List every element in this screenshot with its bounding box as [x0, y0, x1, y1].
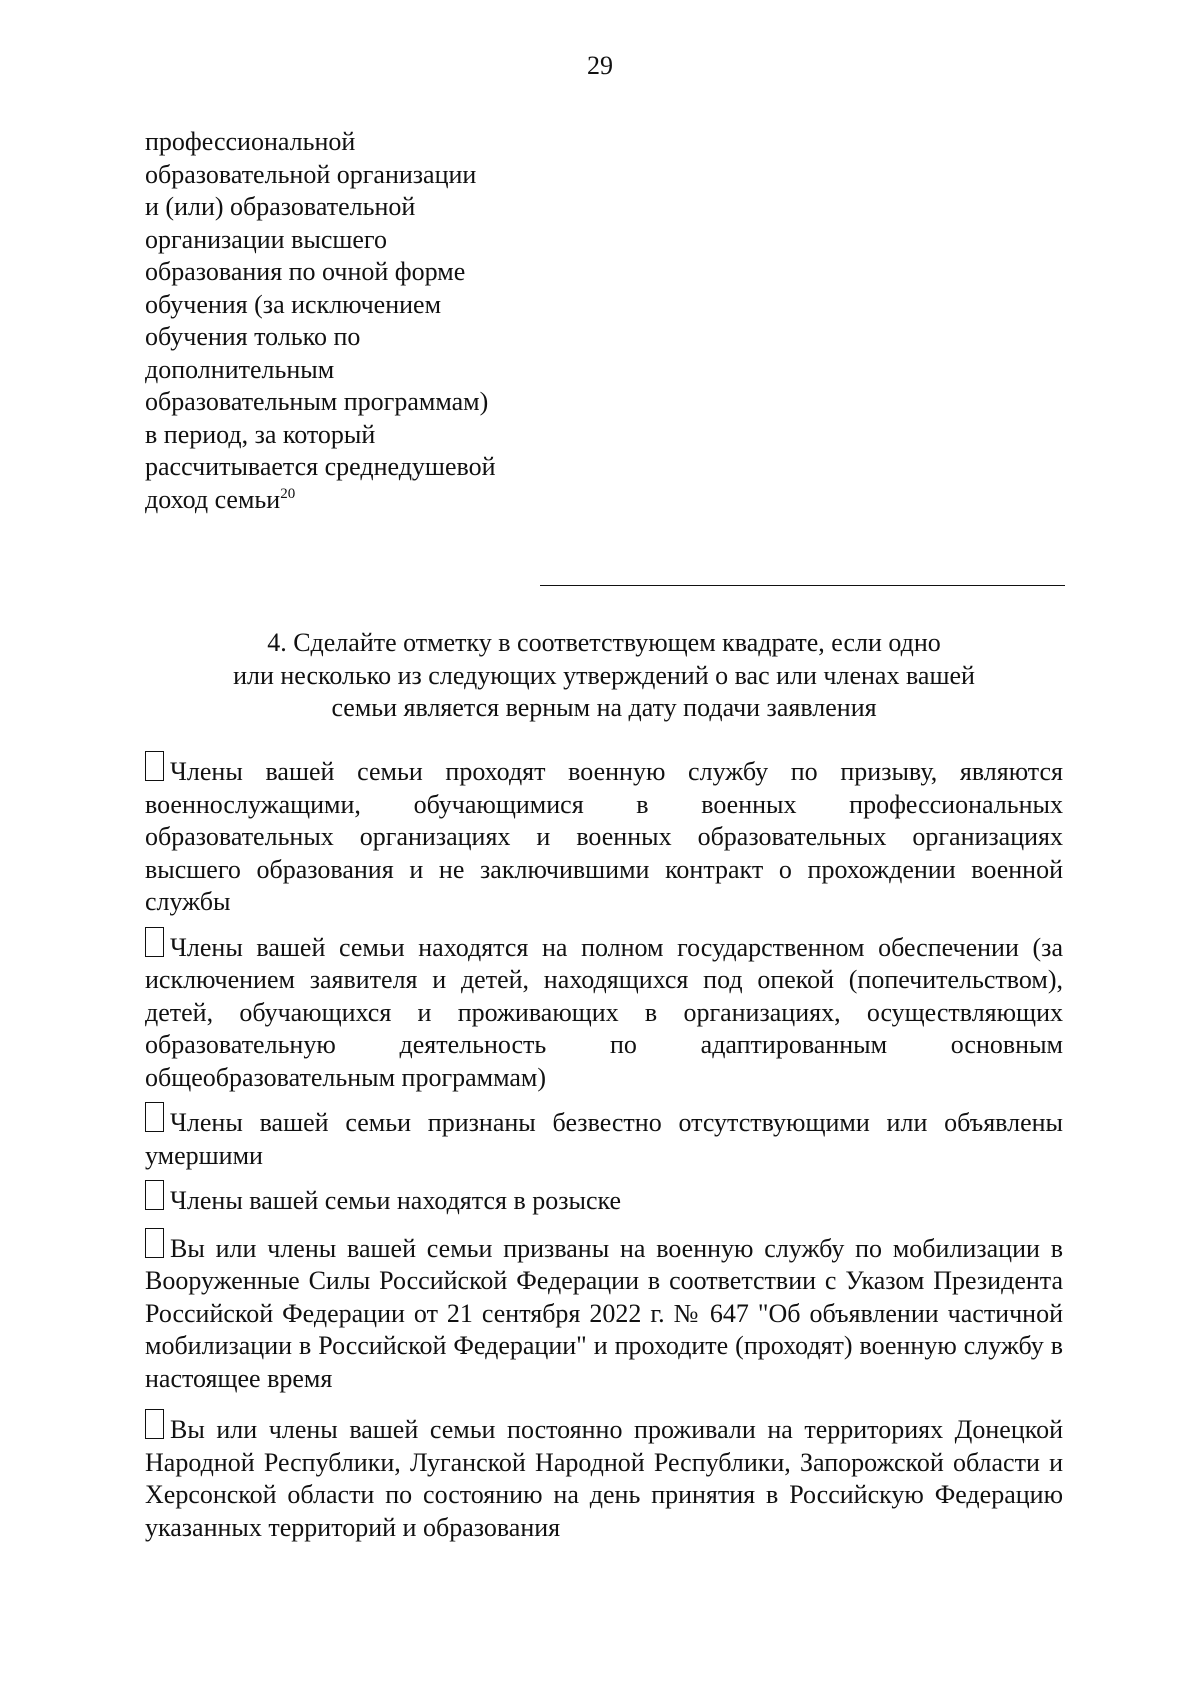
text-line: профессиональной	[145, 127, 356, 156]
answer-line[interactable]	[540, 585, 1065, 586]
statement-checkbox[interactable]	[145, 1102, 164, 1132]
text-line: и (или) образовательной	[145, 192, 416, 221]
section-heading	[145, 627, 1063, 725]
text-line-last	[145, 484, 545, 517]
statement-text: Члены вашей семьи проходят военную службу по призыву, являются военнослужащими, обучающимися в военных профессиональных образовательных организациях и военных образовательных организациях высшего образования и не заключившими контракт о прохождении военной службы	[145, 757, 1063, 916]
statement-item	[145, 751, 1063, 919]
statement-item	[145, 1180, 1063, 1218]
statement-item	[145, 927, 1063, 1095]
text-line: дополнительным	[145, 354, 335, 384]
statement-item	[145, 1409, 1063, 1544]
statement-item	[145, 1102, 1063, 1172]
statement-text: Члены вашей семьи находятся на полном государственном обеспечении (за исключением заявителя и детей, находящихся под опекой (попечительством), детей, обучающихся и проживающих в организациях, осуществляющих образовательную деятельность по адаптированным основным общеобразовательным программам)	[145, 932, 1063, 1092]
text-line-content: доход семьи	[145, 484, 281, 514]
text-line: рассчитывается среднедушевой	[145, 452, 496, 481]
text-line: образовательной организации	[145, 159, 477, 189]
statement-text: Вы или члены вашей семьи призваны на военную службу по мобилизации в Вооруженные Силы Российской Федерации в соответствии с Указом Президента Российской Федерации от 21 сентября 2022 г. № 647 "Об объявлении частичной мобилизации в Российской Федерации" и проходите (проходят) военную службу в настоящее время	[145, 1233, 1063, 1393]
statement-checkbox[interactable]	[145, 1180, 164, 1210]
page-number: 29	[587, 51, 613, 80]
statement-list	[145, 751, 1063, 1552]
heading-line: семьи является верным на дату подачи заявления	[331, 693, 877, 722]
statement-checkbox[interactable]	[145, 927, 164, 957]
income-condition-text	[145, 126, 545, 516]
statement-checkbox[interactable]	[145, 1409, 164, 1439]
text-line: организации высшего	[145, 224, 387, 254]
statement-checkbox[interactable]	[145, 1228, 164, 1258]
statement-text: Члены вашей семьи признаны безвестно отсутствующими или объявлены умершими	[145, 1108, 1063, 1170]
text-line: обучения (за исключением	[145, 289, 442, 319]
statement-text: Вы или члены вашей семьи постоянно проживали на территориях Донецкой Народной Республики, Луганской Народной Республики, Запорожской области и Херсонской области по состоянию на день принятия в Российскую Федерацию указанных территорий и образования	[145, 1415, 1063, 1542]
heading-line: 4. Сделайте отметку в соответствующем квадрате, если одно	[267, 628, 941, 657]
footnote-ref: 20	[280, 485, 296, 502]
statement-checkbox[interactable]	[145, 751, 164, 781]
text-line: в период, за который	[145, 419, 376, 449]
text-line: обучения только по	[145, 322, 361, 351]
text-line: образовательным программам)	[145, 387, 489, 416]
text-line: образования по очной форме	[145, 257, 466, 286]
statement-text: Члены вашей семьи находятся в розыске	[170, 1186, 622, 1215]
statement-item	[145, 1228, 1063, 1396]
heading-line: или несколько из следующих утверждений о вас или членах вашей	[233, 660, 975, 690]
